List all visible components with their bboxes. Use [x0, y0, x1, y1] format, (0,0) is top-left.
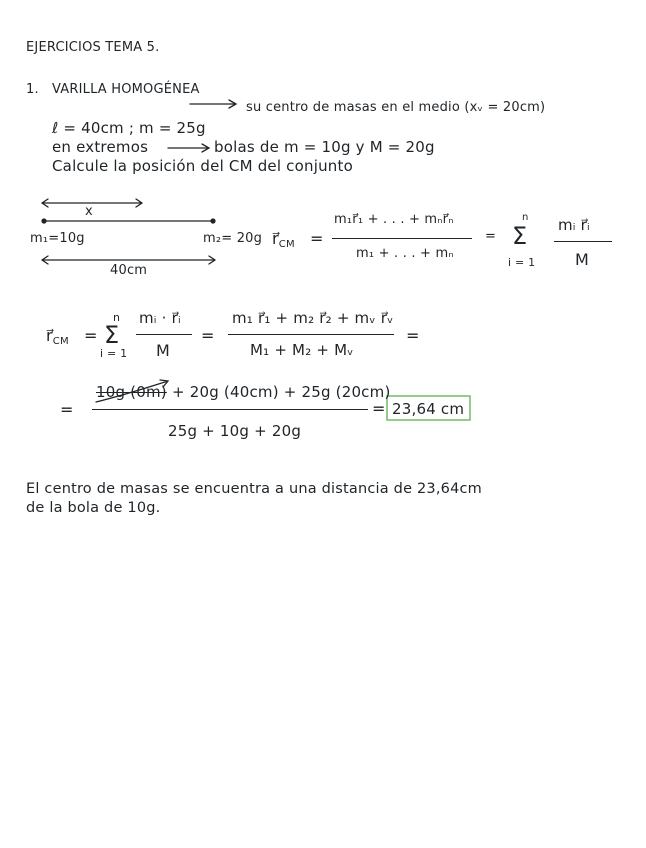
note-arrow-icon	[190, 100, 236, 108]
f2-equals3: =	[406, 326, 420, 345]
extremes-text: en extremos	[52, 138, 149, 156]
conclusion-line1: El centro de masas se encuentra a una distancia de 23,64cm	[26, 481, 483, 497]
f1-lhs: $r⃗_{CM}$	[272, 229, 295, 250]
balls-text: bolas de m = 10g y M = 20g	[214, 138, 435, 156]
f1-frac2-den: M	[575, 250, 590, 269]
f1-equals: =	[310, 229, 324, 248]
f3-equals: =	[60, 400, 74, 419]
f3-denominator: 25g + 10g + 20g	[168, 422, 302, 440]
extremes-arrow-icon	[168, 144, 209, 152]
f2-frac1-bar	[136, 334, 192, 335]
f1-numerator: m₁r⃗₁ + . . . + mₙr⃗ₙ	[334, 212, 454, 227]
m2-label: m₂= 20g	[203, 231, 263, 246]
f3-equals2: =	[372, 399, 386, 418]
exercise-note: su centro de masas en el medio (xᵥ = 20cm)	[246, 100, 546, 115]
f1-denominator: m₁ + . . . + mₙ	[356, 246, 454, 261]
f1-sum-top: n	[522, 212, 529, 223]
exercise-number: 1.	[26, 82, 39, 97]
f2-frac2-bar	[228, 334, 394, 335]
f3-num-crossed: 10g (0m)	[96, 383, 167, 401]
mass1-dot-icon	[41, 218, 46, 223]
f1-equals2: =	[485, 229, 497, 244]
f2-frac1-num: mᵢ · r⃗ᵢ	[139, 309, 181, 327]
mass2-dot-icon	[210, 218, 215, 223]
question-text: Calcule la posición del CM del conjunto	[52, 157, 353, 175]
page-title: EJERCICIOS TEMA 5.	[26, 40, 160, 55]
f1-frac2-num: mᵢ r⃗ᵢ	[558, 216, 590, 234]
length-label: 40cm	[110, 263, 148, 278]
f2-sum-top: n	[113, 311, 121, 324]
f1-sum-bottom: i = 1	[508, 256, 536, 269]
f2-frac1-den: M	[156, 341, 171, 360]
f2-lhs: $r⃗_{CM}$	[46, 326, 69, 347]
f1-sum-symbol: Σ	[512, 222, 528, 250]
f1-fraction-bar	[332, 238, 472, 239]
f3-num-rest: + 20g (40cm) + 25g (20cm)	[172, 383, 391, 401]
f2-sum-symbol: Σ	[104, 321, 120, 349]
given-values: ℓ = 40cm ; m = 25g	[52, 119, 206, 137]
f2-sum-bottom: i = 1	[100, 347, 128, 360]
f1-frac2-bar	[554, 241, 612, 242]
f3-result: 23,64 cm	[392, 400, 465, 418]
f3-fraction-bar	[92, 409, 368, 410]
conclusion-line2: de la bola de 10g.	[26, 500, 161, 516]
f2-equals2: =	[201, 326, 215, 345]
exercise-heading: VARILLA HOMOGÉNEA	[52, 82, 200, 97]
m1-label: m₁=10g	[30, 231, 85, 246]
f2-equals: =	[84, 326, 98, 345]
f2-frac2-den: M₁ + M₂ + Mᵥ	[250, 341, 354, 359]
f2-frac2-num: m₁ r⃗₁ + m₂ r⃗₂ + mᵥ r⃗ᵥ	[232, 309, 394, 327]
x-label: x	[85, 204, 93, 219]
